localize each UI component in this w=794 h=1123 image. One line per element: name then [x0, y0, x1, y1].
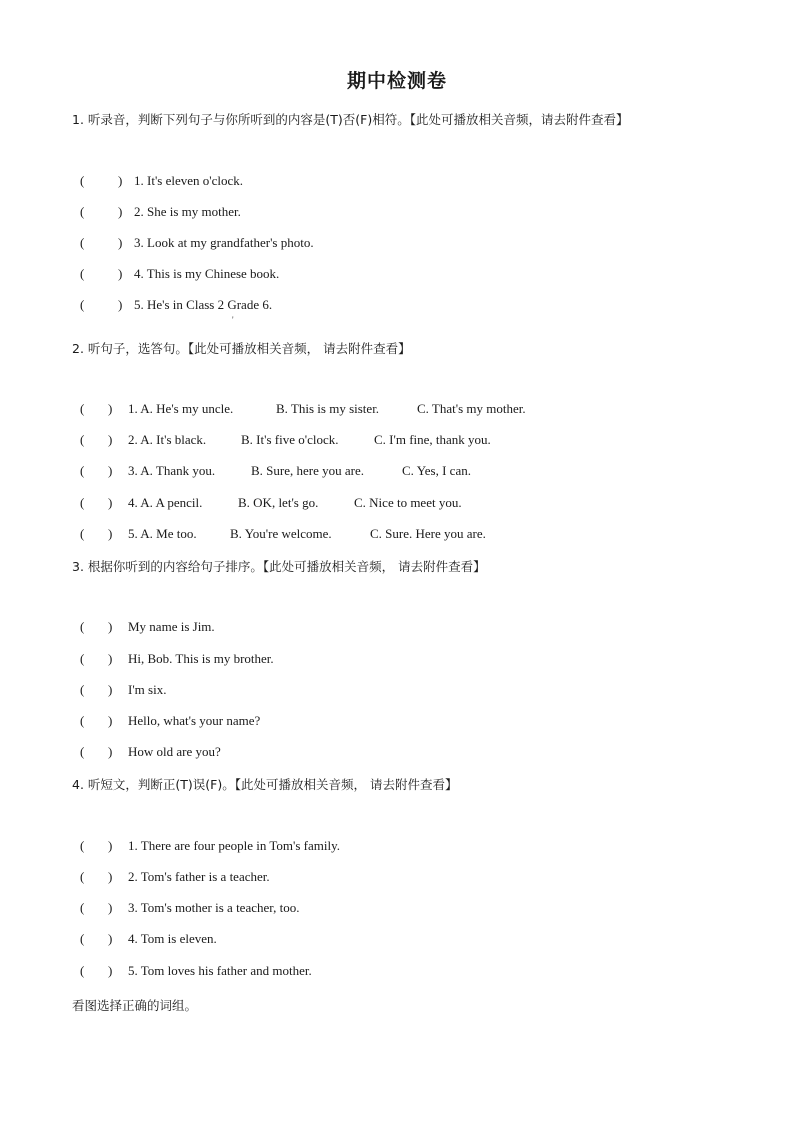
answer-blank[interactable]: ( )	[80, 931, 113, 946]
q1-item-text: 1. It's eleven o'clock.	[134, 173, 244, 188]
q2-item	[80, 494, 462, 512]
q1-item-text: 2. She is my mother.	[134, 204, 241, 219]
q4-item	[80, 962, 312, 980]
option-b: B. It's five o'clock.	[241, 432, 339, 447]
answer-blank[interactable]: ( )	[80, 838, 113, 853]
q4-item-text: 3. Tom's mother is a teacher, too.	[128, 900, 300, 915]
answer-blank[interactable]: ( )	[80, 682, 113, 697]
q3-item	[80, 650, 274, 668]
answer-blank[interactable]: ( )	[80, 869, 113, 884]
option-c: C. Nice to meet you.	[354, 495, 462, 510]
answer-blank[interactable]: ( )	[80, 432, 113, 447]
q4-item-text: 5. Tom loves his father and mother.	[128, 963, 312, 978]
option-c: C. That's my mother.	[417, 401, 526, 416]
q4-item-text: 1. There are four people in Tom's family.	[128, 838, 341, 853]
option-c: C. Sure. Here you are.	[370, 526, 486, 541]
option-a: 2. A. It's black.	[128, 432, 207, 447]
page-title: 期中检测卷	[346, 70, 447, 92]
option-b: B. This is my sister.	[276, 401, 380, 416]
option-a: 5. A. Me too.	[128, 526, 197, 541]
q2-item	[80, 462, 471, 480]
option-a: 1. A. He's my uncle.	[128, 401, 234, 416]
answer-blank[interactable]: ( )	[80, 495, 113, 510]
answer-blank[interactable]: ( )	[80, 963, 113, 978]
q4-item	[80, 899, 299, 917]
answer-blank[interactable]: ( )	[80, 713, 113, 728]
comma-mark: '	[232, 315, 234, 325]
q1-item-text: 3. Look at my grandfather's photo.	[134, 235, 314, 250]
q3-item-text: I'm six.	[128, 682, 167, 697]
option-b: B. OK, let's go.	[238, 495, 319, 510]
q3-item-text: Hi, Bob. This is my brother.	[128, 651, 274, 666]
question-2-heading: 2. 听句子，选答句。【此处可播放相关音频， 请去附件查看】	[72, 341, 411, 356]
answer-blank[interactable]: ( )	[80, 235, 123, 250]
question-4-heading: 4. 听短文，判断正(T)误(F)。【此处可播放相关音频， 请去附件查看】	[72, 777, 458, 792]
q1-item	[80, 203, 241, 221]
option-b: B. Sure, here you are.	[251, 463, 364, 478]
answer-blank[interactable]: ( )	[80, 744, 113, 759]
answer-blank[interactable]: ( )	[80, 297, 123, 312]
q3-item	[80, 743, 221, 761]
q2-item	[80, 431, 491, 449]
answer-blank[interactable]: ( )	[80, 401, 113, 416]
q4-item	[80, 837, 340, 855]
answer-blank[interactable]: ( )	[80, 266, 123, 281]
answer-blank[interactable]: ( )	[80, 463, 113, 478]
answer-blank[interactable]: ( )	[80, 204, 123, 219]
q1-item	[80, 265, 279, 283]
q1-item-text: 4. This is my Chinese book.	[134, 266, 280, 281]
question-3-heading: 3. 根据你听到的内容给句子排序。【此处可播放相关音频， 请去附件查看】	[72, 559, 486, 574]
q4-item-text: 2. Tom's father is a teacher.	[128, 869, 270, 884]
option-c: C. Yes, I can.	[402, 463, 471, 478]
answer-blank[interactable]: ( )	[80, 619, 113, 634]
answer-blank[interactable]: ( )	[80, 900, 113, 915]
option-b: B. You're welcome.	[230, 526, 332, 541]
q2-item	[80, 525, 486, 543]
q3-item-text: How old are you?	[128, 744, 221, 759]
q3-item	[80, 618, 215, 636]
q4-item	[80, 868, 270, 886]
answer-blank[interactable]: ( )	[80, 173, 123, 188]
q3-item	[80, 681, 166, 699]
option-a: 4. A. A pencil.	[128, 495, 203, 510]
q4-item-text: 4. Tom is eleven.	[128, 931, 217, 946]
q1-item-text: 5. He's in Class 2 Grade 6.	[134, 297, 273, 312]
q3-item-text: My name is Jim.	[128, 619, 215, 634]
q2-item	[80, 400, 526, 418]
q1-item	[80, 296, 272, 314]
answer-blank[interactable]: ( )	[80, 526, 113, 541]
section-instruction: 看图选择正确的词组。	[72, 998, 198, 1013]
q4-item	[80, 930, 217, 948]
q1-item	[80, 172, 243, 190]
question-1-heading: 1. 听录音，判断下列句子与你所听到的内容是(T)否(F)相符。【此处可播放相关音频，请去附件查看】	[72, 112, 629, 127]
answer-blank[interactable]: ( )	[80, 651, 113, 666]
option-a: 3. A. Thank you.	[128, 463, 216, 478]
q1-item	[80, 234, 314, 252]
q3-item-text: Hello, what's your name?	[128, 713, 261, 728]
q3-item	[80, 712, 260, 730]
option-c: C. I'm fine, thank you.	[374, 432, 491, 447]
